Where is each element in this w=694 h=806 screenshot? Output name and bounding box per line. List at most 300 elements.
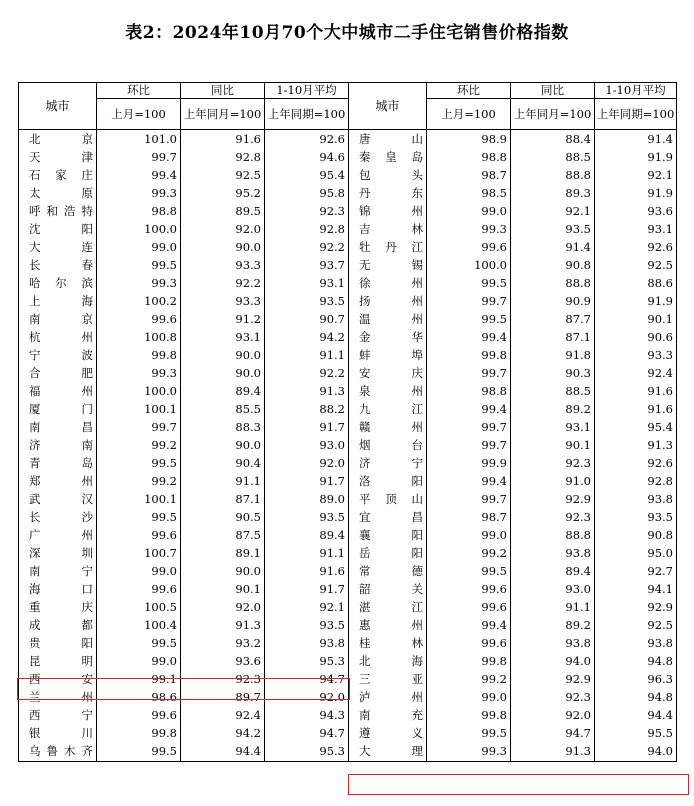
avg-value-left: 91.1 <box>265 347 349 365</box>
city-name: 海 口 <box>29 582 93 597</box>
city-name: 广 州 <box>29 528 93 543</box>
header-avg-base-right: 上年同期=100 <box>595 99 677 130</box>
city-cell-right <box>349 401 427 419</box>
city-name: 泸 州 <box>359 690 423 705</box>
table-row <box>19 509 677 527</box>
avg-value-right: 92.6 <box>595 239 677 257</box>
city-name: 福 州 <box>29 384 93 399</box>
table-row <box>19 149 677 167</box>
city-name: 武 汉 <box>29 492 93 507</box>
avg-value-right: 94.1 <box>595 581 677 599</box>
tb-value-left: 89.1 <box>181 545 265 563</box>
avg-value-left: 93.8 <box>265 635 349 653</box>
table-row <box>19 653 677 671</box>
hb-value-right: 99.3 <box>427 221 511 239</box>
city-cell-right <box>349 707 427 725</box>
city-name: 重 庆 <box>29 600 93 615</box>
tb-value-left: 90.0 <box>181 365 265 383</box>
avg-value-right: 92.6 <box>595 455 677 473</box>
city-cell-right <box>349 689 427 707</box>
hb-value-left: 99.3 <box>97 185 181 203</box>
city-name: 常 德 <box>359 564 423 579</box>
table-row <box>19 707 677 725</box>
city-cell-left <box>19 419 97 437</box>
tb-value-right: 92.9 <box>511 671 595 689</box>
tb-value-left: 92.2 <box>181 275 265 293</box>
price-index-table <box>18 82 677 762</box>
hb-value-left: 99.5 <box>97 257 181 275</box>
avg-value-right: 88.6 <box>595 275 677 293</box>
city-name: 赣 州 <box>359 420 423 435</box>
header-hb-left: 环比 <box>97 83 181 99</box>
hb-value-right: 99.5 <box>427 725 511 743</box>
header-avg-left: 1-10月平均 <box>265 83 349 99</box>
avg-value-right: 94.4 <box>595 707 677 725</box>
hb-value-right: 99.7 <box>427 293 511 311</box>
tb-value-right: 92.9 <box>511 491 595 509</box>
hb-value-right: 99.0 <box>427 203 511 221</box>
city-cell-right <box>349 383 427 401</box>
table-body <box>19 130 677 762</box>
table-row <box>19 743 677 762</box>
hb-value-right: 99.0 <box>427 527 511 545</box>
avg-value-left: 92.3 <box>265 203 349 221</box>
tb-value-right: 91.1 <box>511 599 595 617</box>
hb-value-right: 99.4 <box>427 473 511 491</box>
hb-value-left: 100.0 <box>97 221 181 239</box>
hb-value-right: 99.2 <box>427 545 511 563</box>
hb-value-right: 99.5 <box>427 563 511 581</box>
hb-value-left: 100.1 <box>97 491 181 509</box>
avg-value-left: 94.3 <box>265 707 349 725</box>
city-cell-right <box>349 725 427 743</box>
city-name: 银 川 <box>29 726 93 741</box>
city-name: 北 京 <box>29 132 93 147</box>
avg-value-right: 92.7 <box>595 563 677 581</box>
city-cell-right <box>349 185 427 203</box>
hb-value-right: 99.5 <box>427 275 511 293</box>
city-cell-right <box>349 545 427 563</box>
city-name: 乌 鲁 木 齐 <box>29 744 93 759</box>
city-name: 徐 州 <box>359 276 423 291</box>
city-name: 厦 门 <box>29 402 93 417</box>
tb-value-right: 90.1 <box>511 437 595 455</box>
city-name: 包 头 <box>359 168 423 183</box>
city-cell-left <box>19 563 97 581</box>
avg-value-left: 95.3 <box>265 743 349 762</box>
city-cell-right <box>349 563 427 581</box>
avg-value-right: 91.3 <box>595 437 677 455</box>
table-row <box>19 401 677 419</box>
tb-value-left: 87.1 <box>181 491 265 509</box>
hb-value-left: 99.6 <box>97 311 181 329</box>
city-name: 牡 丹 江 <box>359 240 423 255</box>
city-cell-left <box>19 311 97 329</box>
city-cell-left <box>19 347 97 365</box>
city-name: 温 州 <box>359 312 423 327</box>
hb-value-right: 98.8 <box>427 149 511 167</box>
city-name: 韶 关 <box>359 582 423 597</box>
city-cell-right <box>349 473 427 491</box>
avg-value-right: 92.9 <box>595 599 677 617</box>
hb-value-left: 99.3 <box>97 365 181 383</box>
avg-value-right: 93.5 <box>595 509 677 527</box>
tb-value-left: 92.0 <box>181 599 265 617</box>
city-cell-right <box>349 347 427 365</box>
hb-value-left: 101.0 <box>97 130 181 150</box>
table-row <box>19 581 677 599</box>
tb-value-right: 92.3 <box>511 509 595 527</box>
city-cell-right <box>349 130 427 150</box>
avg-value-left: 93.7 <box>265 257 349 275</box>
city-name: 深 圳 <box>29 546 93 561</box>
city-cell-left <box>19 527 97 545</box>
city-cell-left <box>19 581 97 599</box>
header-tb-base-left: 上年同月=100 <box>181 99 265 130</box>
avg-value-left: 92.8 <box>265 221 349 239</box>
avg-value-right: 91.6 <box>595 383 677 401</box>
hb-value-left: 98.6 <box>97 689 181 707</box>
city-name: 大 连 <box>29 240 93 255</box>
avg-value-right: 90.6 <box>595 329 677 347</box>
city-cell-left <box>19 617 97 635</box>
table-row <box>19 329 677 347</box>
tb-value-left: 90.4 <box>181 455 265 473</box>
avg-value-left: 91.7 <box>265 473 349 491</box>
table-row <box>19 239 677 257</box>
hb-value-left: 99.7 <box>97 419 181 437</box>
hb-value-left: 99.6 <box>97 707 181 725</box>
hb-value-left: 99.8 <box>97 347 181 365</box>
table-row <box>19 635 677 653</box>
city-name: 秦 皇 岛 <box>359 150 423 165</box>
hb-value-left: 100.0 <box>97 383 181 401</box>
avg-value-right: 95.4 <box>595 419 677 437</box>
avg-value-left: 92.2 <box>265 239 349 257</box>
hb-value-right: 99.9 <box>427 455 511 473</box>
city-name: 惠 州 <box>359 618 423 633</box>
tb-value-right: 93.1 <box>511 419 595 437</box>
hb-value-right: 99.7 <box>427 491 511 509</box>
tb-value-right: 92.1 <box>511 203 595 221</box>
avg-value-right: 93.6 <box>595 203 677 221</box>
tb-value-right: 88.8 <box>511 527 595 545</box>
hb-value-right: 99.6 <box>427 581 511 599</box>
city-cell-left <box>19 275 97 293</box>
city-name: 泉 州 <box>359 384 423 399</box>
city-cell-left <box>19 671 97 689</box>
tb-value-left: 93.3 <box>181 293 265 311</box>
tb-value-left: 90.0 <box>181 437 265 455</box>
table-row <box>19 455 677 473</box>
tb-value-right: 90.8 <box>511 257 595 275</box>
table-row <box>19 293 677 311</box>
city-cell-left <box>19 221 97 239</box>
hb-value-right: 99.7 <box>427 365 511 383</box>
tb-value-right: 88.8 <box>511 167 595 185</box>
tb-value-right: 94.7 <box>511 725 595 743</box>
city-name: 大 理 <box>359 744 423 759</box>
tb-value-right: 88.8 <box>511 275 595 293</box>
avg-value-left: 93.1 <box>265 275 349 293</box>
hb-value-left: 99.2 <box>97 473 181 491</box>
city-cell-right <box>349 527 427 545</box>
table-row <box>19 437 677 455</box>
hb-value-right: 99.7 <box>427 419 511 437</box>
table-row <box>19 167 677 185</box>
tb-value-right: 91.0 <box>511 473 595 491</box>
hb-value-right: 99.6 <box>427 635 511 653</box>
city-name: 三 亚 <box>359 672 423 687</box>
avg-value-right: 93.3 <box>595 347 677 365</box>
tb-value-right: 88.5 <box>511 149 595 167</box>
city-name: 长 沙 <box>29 510 93 525</box>
hb-value-left: 99.0 <box>97 563 181 581</box>
table-row <box>19 491 677 509</box>
city-name: 西 安 <box>29 672 93 687</box>
avg-value-right: 95.0 <box>595 545 677 563</box>
hb-value-left: 100.2 <box>97 293 181 311</box>
tb-value-left: 95.2 <box>181 185 265 203</box>
avg-value-right: 90.1 <box>595 311 677 329</box>
city-cell-left <box>19 437 97 455</box>
table-row <box>19 563 677 581</box>
table-row <box>19 527 677 545</box>
city-name: 平 顶 山 <box>359 492 423 507</box>
city-cell-right <box>349 311 427 329</box>
city-cell-left <box>19 365 97 383</box>
header-tb-base-right: 上年同月=100 <box>511 99 595 130</box>
tb-value-left: 91.6 <box>181 130 265 150</box>
city-cell-right <box>349 167 427 185</box>
city-name: 青 岛 <box>29 456 93 471</box>
hb-value-left: 99.5 <box>97 455 181 473</box>
city-name: 南 京 <box>29 312 93 327</box>
city-name: 石 家 庄 <box>29 168 93 183</box>
tb-value-right: 89.2 <box>511 617 595 635</box>
table-row <box>19 130 677 150</box>
avg-value-right: 96.3 <box>595 671 677 689</box>
hb-value-right: 99.2 <box>427 671 511 689</box>
tb-value-left: 91.2 <box>181 311 265 329</box>
city-cell-right <box>349 635 427 653</box>
avg-value-right: 93.8 <box>595 635 677 653</box>
city-cell-right <box>349 419 427 437</box>
header-hb-right: 环比 <box>427 83 511 99</box>
hb-value-right: 98.5 <box>427 185 511 203</box>
avg-value-left: 93.5 <box>265 617 349 635</box>
avg-value-left: 93.5 <box>265 293 349 311</box>
avg-value-left: 89.0 <box>265 491 349 509</box>
hb-value-right: 99.4 <box>427 617 511 635</box>
avg-value-left: 92.2 <box>265 365 349 383</box>
city-cell-right <box>349 581 427 599</box>
hb-value-right: 98.8 <box>427 383 511 401</box>
city-cell-right <box>349 491 427 509</box>
tb-value-right: 93.5 <box>511 221 595 239</box>
city-name: 北 海 <box>359 654 423 669</box>
city-cell-left <box>19 239 97 257</box>
hb-value-right: 99.5 <box>427 311 511 329</box>
city-cell-left <box>19 545 97 563</box>
city-name: 锦 州 <box>359 204 423 219</box>
city-name: 南 昌 <box>29 420 93 435</box>
hb-value-right: 99.8 <box>427 707 511 725</box>
avg-value-left: 91.3 <box>265 383 349 401</box>
tb-value-left: 91.3 <box>181 617 265 635</box>
avg-value-right: 92.5 <box>595 617 677 635</box>
tb-value-right: 93.8 <box>511 635 595 653</box>
city-name: 呼 和 浩 特 <box>29 204 93 219</box>
city-name: 郑 州 <box>29 474 93 489</box>
tb-value-right: 89.4 <box>511 563 595 581</box>
hb-value-right: 99.8 <box>427 347 511 365</box>
city-cell-left <box>19 455 97 473</box>
hb-value-left: 99.3 <box>97 275 181 293</box>
city-cell-left <box>19 293 97 311</box>
header-avg-right: 1-10月平均 <box>595 83 677 99</box>
header-avg-base-left: 上年同期=100 <box>265 99 349 130</box>
avg-value-right: 92.8 <box>595 473 677 491</box>
avg-value-right: 92.5 <box>595 257 677 275</box>
city-name: 丹 东 <box>359 186 423 201</box>
tb-value-right: 94.0 <box>511 653 595 671</box>
avg-value-left: 92.1 <box>265 599 349 617</box>
tb-value-left: 92.8 <box>181 149 265 167</box>
avg-value-left: 90.7 <box>265 311 349 329</box>
table-row <box>19 599 677 617</box>
city-cell-right <box>349 329 427 347</box>
tb-value-left: 90.0 <box>181 563 265 581</box>
tb-value-left: 89.7 <box>181 689 265 707</box>
city-name: 杭 州 <box>29 330 93 345</box>
header-tb-left: 同比 <box>181 83 265 99</box>
city-cell-left <box>19 203 97 221</box>
avg-value-right: 91.9 <box>595 185 677 203</box>
hb-value-left: 100.1 <box>97 401 181 419</box>
tb-value-right: 89.2 <box>511 401 595 419</box>
city-cell-left <box>19 401 97 419</box>
tb-value-left: 89.4 <box>181 383 265 401</box>
city-cell-left <box>19 149 97 167</box>
avg-value-left: 94.2 <box>265 329 349 347</box>
city-cell-right <box>349 275 427 293</box>
city-name: 天 津 <box>29 150 93 165</box>
tb-value-left: 93.2 <box>181 635 265 653</box>
city-cell-right <box>349 257 427 275</box>
avg-value-left: 94.7 <box>265 725 349 743</box>
city-name: 金 华 <box>359 330 423 345</box>
city-cell-left <box>19 509 97 527</box>
tb-value-left: 90.5 <box>181 509 265 527</box>
city-cell-left <box>19 653 97 671</box>
tb-value-right: 90.3 <box>511 365 595 383</box>
hb-value-left: 100.5 <box>97 599 181 617</box>
hb-value-left: 99.4 <box>97 167 181 185</box>
tb-value-right: 88.4 <box>511 130 595 150</box>
avg-value-left: 91.7 <box>265 581 349 599</box>
tb-value-left: 91.1 <box>181 473 265 491</box>
avg-value-right: 91.6 <box>595 401 677 419</box>
city-cell-left <box>19 743 97 762</box>
city-cell-left <box>19 185 97 203</box>
table-row <box>19 617 677 635</box>
hb-value-left: 99.5 <box>97 743 181 762</box>
header-hb-base-left: 上月=100 <box>97 99 181 130</box>
header-hb-base-right: 上月=100 <box>427 99 511 130</box>
tb-value-right: 92.3 <box>511 689 595 707</box>
hb-value-right: 99.6 <box>427 599 511 617</box>
table-row <box>19 725 677 743</box>
city-cell-right <box>349 365 427 383</box>
city-name: 九 江 <box>359 402 423 417</box>
avg-value-left: 93.0 <box>265 437 349 455</box>
city-name: 洛 阳 <box>359 474 423 489</box>
hb-value-left: 99.5 <box>97 509 181 527</box>
hb-value-left: 100.8 <box>97 329 181 347</box>
city-cell-right <box>349 617 427 635</box>
city-name: 西 宁 <box>29 708 93 723</box>
city-name: 遵 义 <box>359 726 423 741</box>
tb-value-right: 87.7 <box>511 311 595 329</box>
avg-value-left: 93.5 <box>265 509 349 527</box>
city-name: 济 南 <box>29 438 93 453</box>
hb-value-right: 99.4 <box>427 401 511 419</box>
avg-value-left: 91.1 <box>265 545 349 563</box>
avg-value-right: 91.4 <box>595 130 677 150</box>
city-name: 吉 林 <box>359 222 423 237</box>
hb-value-left: 99.5 <box>97 635 181 653</box>
hb-value-left: 99.7 <box>97 149 181 167</box>
city-name: 宜 昌 <box>359 510 423 525</box>
city-cell-right <box>349 671 427 689</box>
hb-value-right: 99.0 <box>427 689 511 707</box>
city-cell-right <box>349 509 427 527</box>
city-name: 兰 州 <box>29 690 93 705</box>
header-tb-right: 同比 <box>511 83 595 99</box>
hb-value-right: 98.9 <box>427 130 511 150</box>
city-cell-left <box>19 130 97 150</box>
highlight-box-right <box>348 774 689 795</box>
tb-value-right: 90.9 <box>511 293 595 311</box>
hb-value-right: 99.8 <box>427 653 511 671</box>
city-cell-left <box>19 383 97 401</box>
city-cell-left <box>19 599 97 617</box>
tb-value-left: 92.0 <box>181 221 265 239</box>
table-row <box>19 275 677 293</box>
tb-value-left: 92.3 <box>181 671 265 689</box>
hb-value-right: 100.0 <box>427 257 511 275</box>
hb-value-right: 99.4 <box>427 329 511 347</box>
city-name: 宁 波 <box>29 348 93 363</box>
tb-value-right: 92.3 <box>511 455 595 473</box>
avg-value-left: 94.6 <box>265 149 349 167</box>
tb-value-left: 92.5 <box>181 167 265 185</box>
table-row <box>19 185 677 203</box>
table-row <box>19 545 677 563</box>
avg-value-right: 94.8 <box>595 653 677 671</box>
city-cell-right <box>349 203 427 221</box>
avg-value-right: 92.4 <box>595 365 677 383</box>
avg-value-left: 88.2 <box>265 401 349 419</box>
city-cell-right <box>349 599 427 617</box>
city-name: 太 原 <box>29 186 93 201</box>
hb-value-left: 99.8 <box>97 725 181 743</box>
city-name: 济 宁 <box>359 456 423 471</box>
tb-value-right: 91.8 <box>511 347 595 365</box>
city-cell-left <box>19 635 97 653</box>
city-name: 南 充 <box>359 708 423 723</box>
